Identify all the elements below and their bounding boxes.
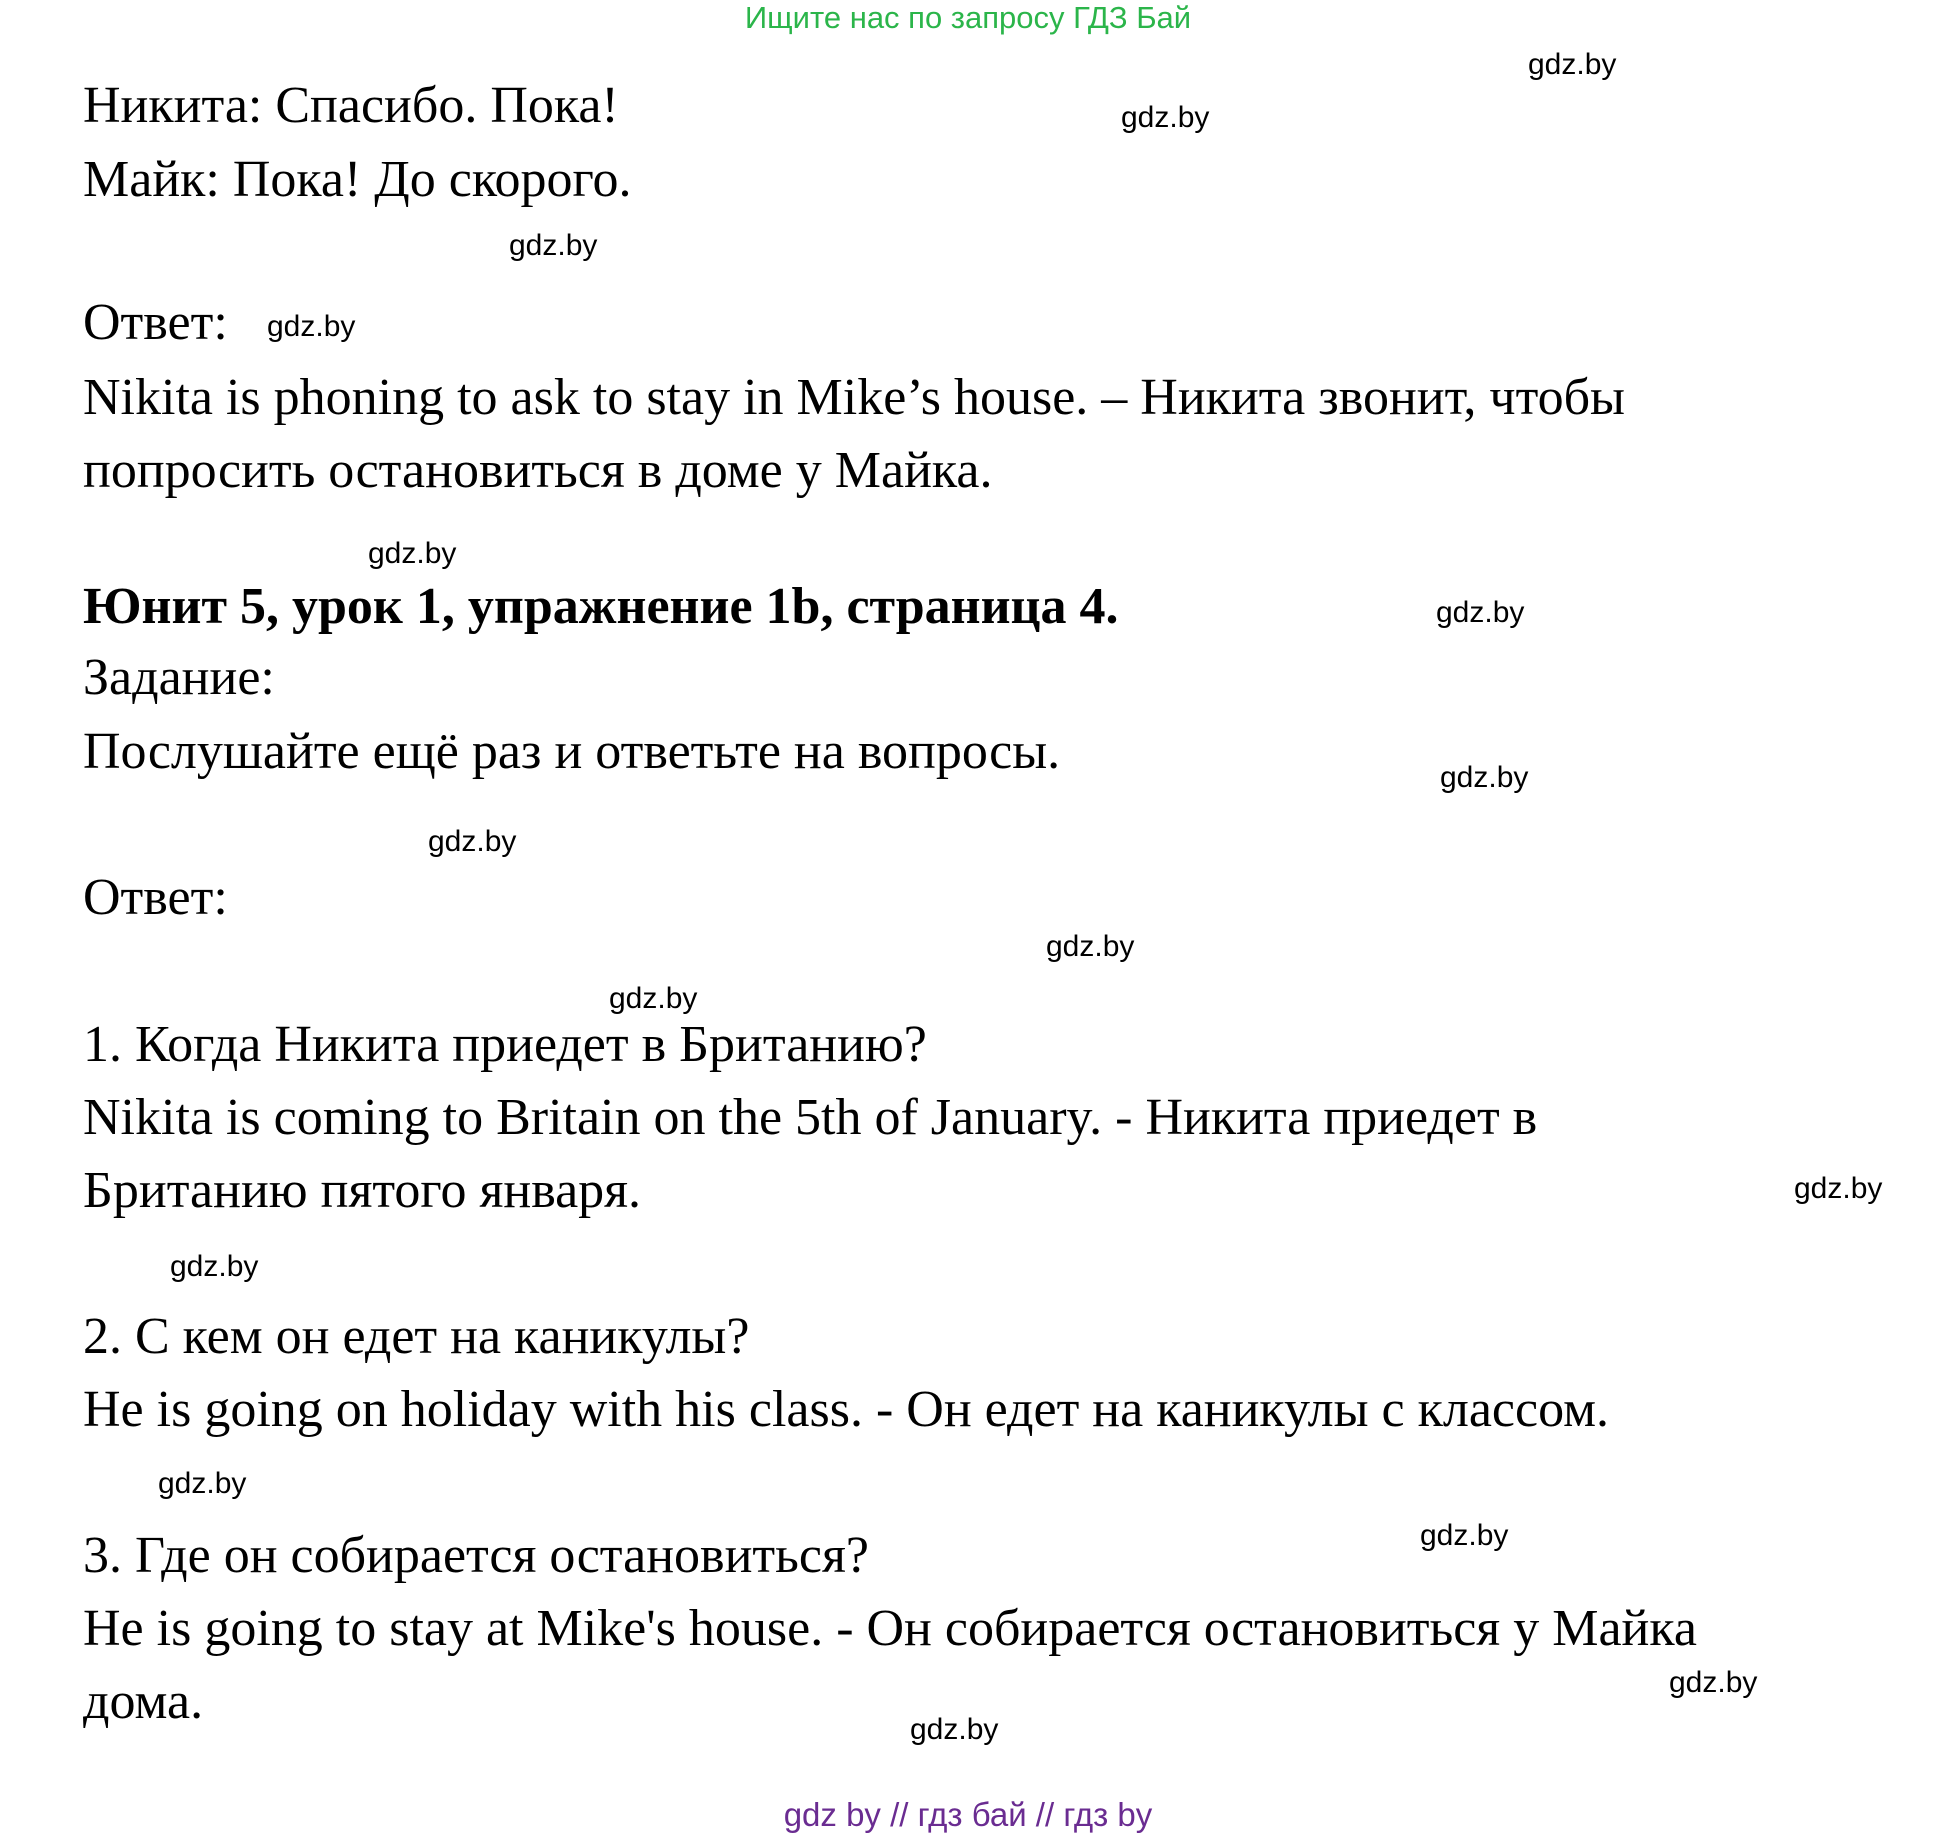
footer-links[interactable]: gdz by // гдз бай // гдз by (783, 1796, 1153, 1833)
section-title: Юнит 5, урок 1, упражнение 1b, страница 4. (83, 578, 1119, 635)
watermark: gdz.by (1528, 48, 1617, 81)
answer-label: Ответ: (83, 869, 228, 926)
watermark: gdz.by (368, 537, 457, 570)
watermark: gdz.by (428, 825, 517, 858)
watermark: gdz.by (1121, 101, 1210, 134)
answer-1-line: Nikita is coming to Britain on the 5th of January. - Никита приедет в (83, 1089, 1538, 1146)
dialog-line: Майк: Пока! До скорого. (83, 151, 632, 208)
watermark: gdz.by (609, 982, 698, 1015)
dialog-line: Никита: Спасибо. Пока! (83, 77, 619, 134)
watermark: gdz.by (158, 1467, 247, 1500)
answer-3-line: He is going to stay at Mike's house. - Он собирается остановиться у Майка (83, 1600, 1697, 1657)
question-1: 1. Когда Никита приедет в Британию? (83, 1016, 927, 1073)
answer-label: Ответ: (83, 294, 228, 351)
watermark: gdz.by (1440, 761, 1529, 794)
question-2: 2. С кем он едет на каникулы? (83, 1308, 750, 1365)
task-text: Послушайте ещё раз и ответьте на вопросы. (83, 723, 1061, 780)
answer-3-line: дома. (83, 1673, 204, 1730)
task-label: Задание: (83, 649, 275, 706)
answer-text-line: попросить остановиться в доме у Майка. (83, 442, 993, 499)
watermark: gdz.by (1794, 1172, 1883, 1205)
answer-2-line: He is going on holiday with his class. - Он едет на каникулы с классом. (83, 1381, 1610, 1438)
watermark: gdz.by (910, 1713, 999, 1746)
watermark: gdz.by (1669, 1666, 1758, 1699)
answer-text-line: Nikita is phoning to ask to stay in Mike’s house. – Никита звонит, чтобы (83, 369, 1625, 426)
watermark: gdz.by (267, 310, 356, 343)
watermark: gdz.by (1420, 1519, 1509, 1552)
watermark: gdz.by (170, 1250, 259, 1283)
watermark: gdz.by (1436, 596, 1525, 629)
watermark: gdz.by (509, 229, 598, 262)
answer-1-line: Британию пятого января. (83, 1162, 642, 1219)
top-banner[interactable]: Ищите нас по запросу ГДЗ Бай (744, 0, 1192, 35)
watermark: gdz.by (1046, 930, 1135, 963)
question-3: 3. Где он собирается остановиться? (83, 1527, 869, 1584)
